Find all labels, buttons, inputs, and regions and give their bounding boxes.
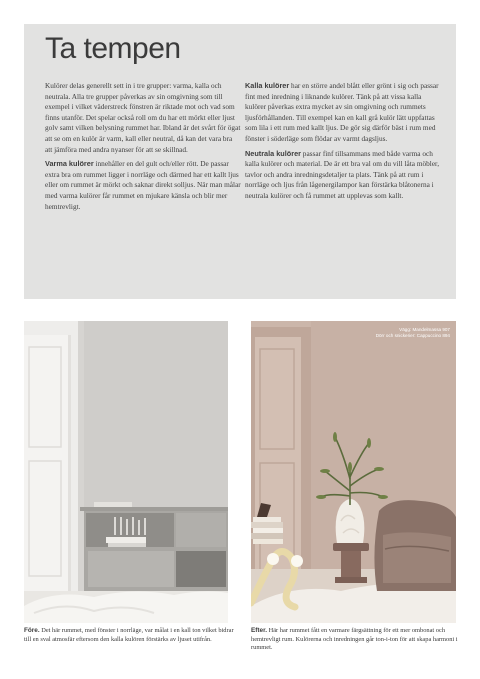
intro-paragraph: Kulörer delas generellt sett in i tre grupper: varma, kalla och neutrala. Alla tre grupper påverkas av sin omgivning som till exempel i vilket väderstreck fönstren är riktade mot och vad som finns utanför. Det spelar också roll om du har ett mörkt eller ljust golv samt vilken belysning rummet har. Ibland är det svårt för ögat att se om en kulör är varm, kall eller neutral, då kan det vara bra att jämföra med andra nyanser för att se skillnad. [45, 81, 241, 154]
before-caption-label: Före. [24, 627, 40, 634]
wall-color-credit: Vägg: Mandelmassa 907 [399, 327, 450, 332]
right-text-column [245, 81, 441, 206]
intro-panel [24, 24, 456, 299]
page-title: Ta tempen [45, 32, 181, 65]
before-photo [24, 321, 228, 623]
warm-colors-body: innehåller en del gult och/eller rött. De passar extra bra om rummet ligger i norrläge och därmed har ett kallt ljus eller om rummet är mörkt och saknar direkt solljus. När man målar med varma kulörer får rummet en mjukare känsla och blir mer hemtrevligt. [45, 159, 241, 211]
after-caption-label: Efter. [251, 627, 267, 634]
cool-colors-body: har en större andel blått eller grönt i sig och passar fint med inredning i liknande kulörer. Tänk på att vissa kalla kulörer påverkas extra mycket av sin omgivning och rummets ljusförhållanden. Till exempel kan en kall grå kulör lätt uppfattas som lila i ett rum med kallt ljus. De gör sig därför bäst i rum med fönster i söderläge som flödar av varmt dagsljus. [245, 81, 439, 143]
before-caption [24, 627, 234, 644]
trim-color-credit: Dörr och snickerier: Cappuccino 894 [375, 333, 450, 338]
neutral-colors-body: passar finf tillsammans med både varma och kalla kulörer och material. De är ett bra val om du vill låta möbler, tavlor och andra inredningsdetaljer ta plats. Tänk på att rum i norrläge och ljus från lågenergilampor kan förstärka blåtonerna i neutrala kulörer och få rummet att upplevas som kallt. [245, 148, 440, 200]
after-room-illustration [251, 321, 456, 623]
cool-colors-heading: Kalla kulörer [245, 81, 290, 90]
cool-colors-paragraph [245, 81, 441, 145]
warm-colors-paragraph [45, 159, 241, 212]
after-caption-text: Här har rummet fått en varmare färgsättning för ett mer ombonat och hemtrevligt rum. Kulörerna och inredningen går ton-i-ton för att skapa harmoni i rummet. [251, 627, 458, 652]
neutral-colors-heading: Neutrala kulörer [245, 148, 301, 158]
before-room-illustration [24, 321, 228, 623]
left-text-column [45, 81, 241, 216]
after-caption [251, 627, 461, 653]
neutral-colors-paragraph [245, 149, 441, 202]
photo-credit [376, 327, 450, 339]
before-caption-text: Det här rummet, med fönster i norrläge, var målat i en kall ton vilket bidrar till en sval atmosfär eftersom den kalla kulören förstärks av ljuset utifrån. [24, 627, 234, 643]
after-photo [251, 321, 456, 623]
warm-colors-heading: Varma kulörer [45, 159, 94, 169]
